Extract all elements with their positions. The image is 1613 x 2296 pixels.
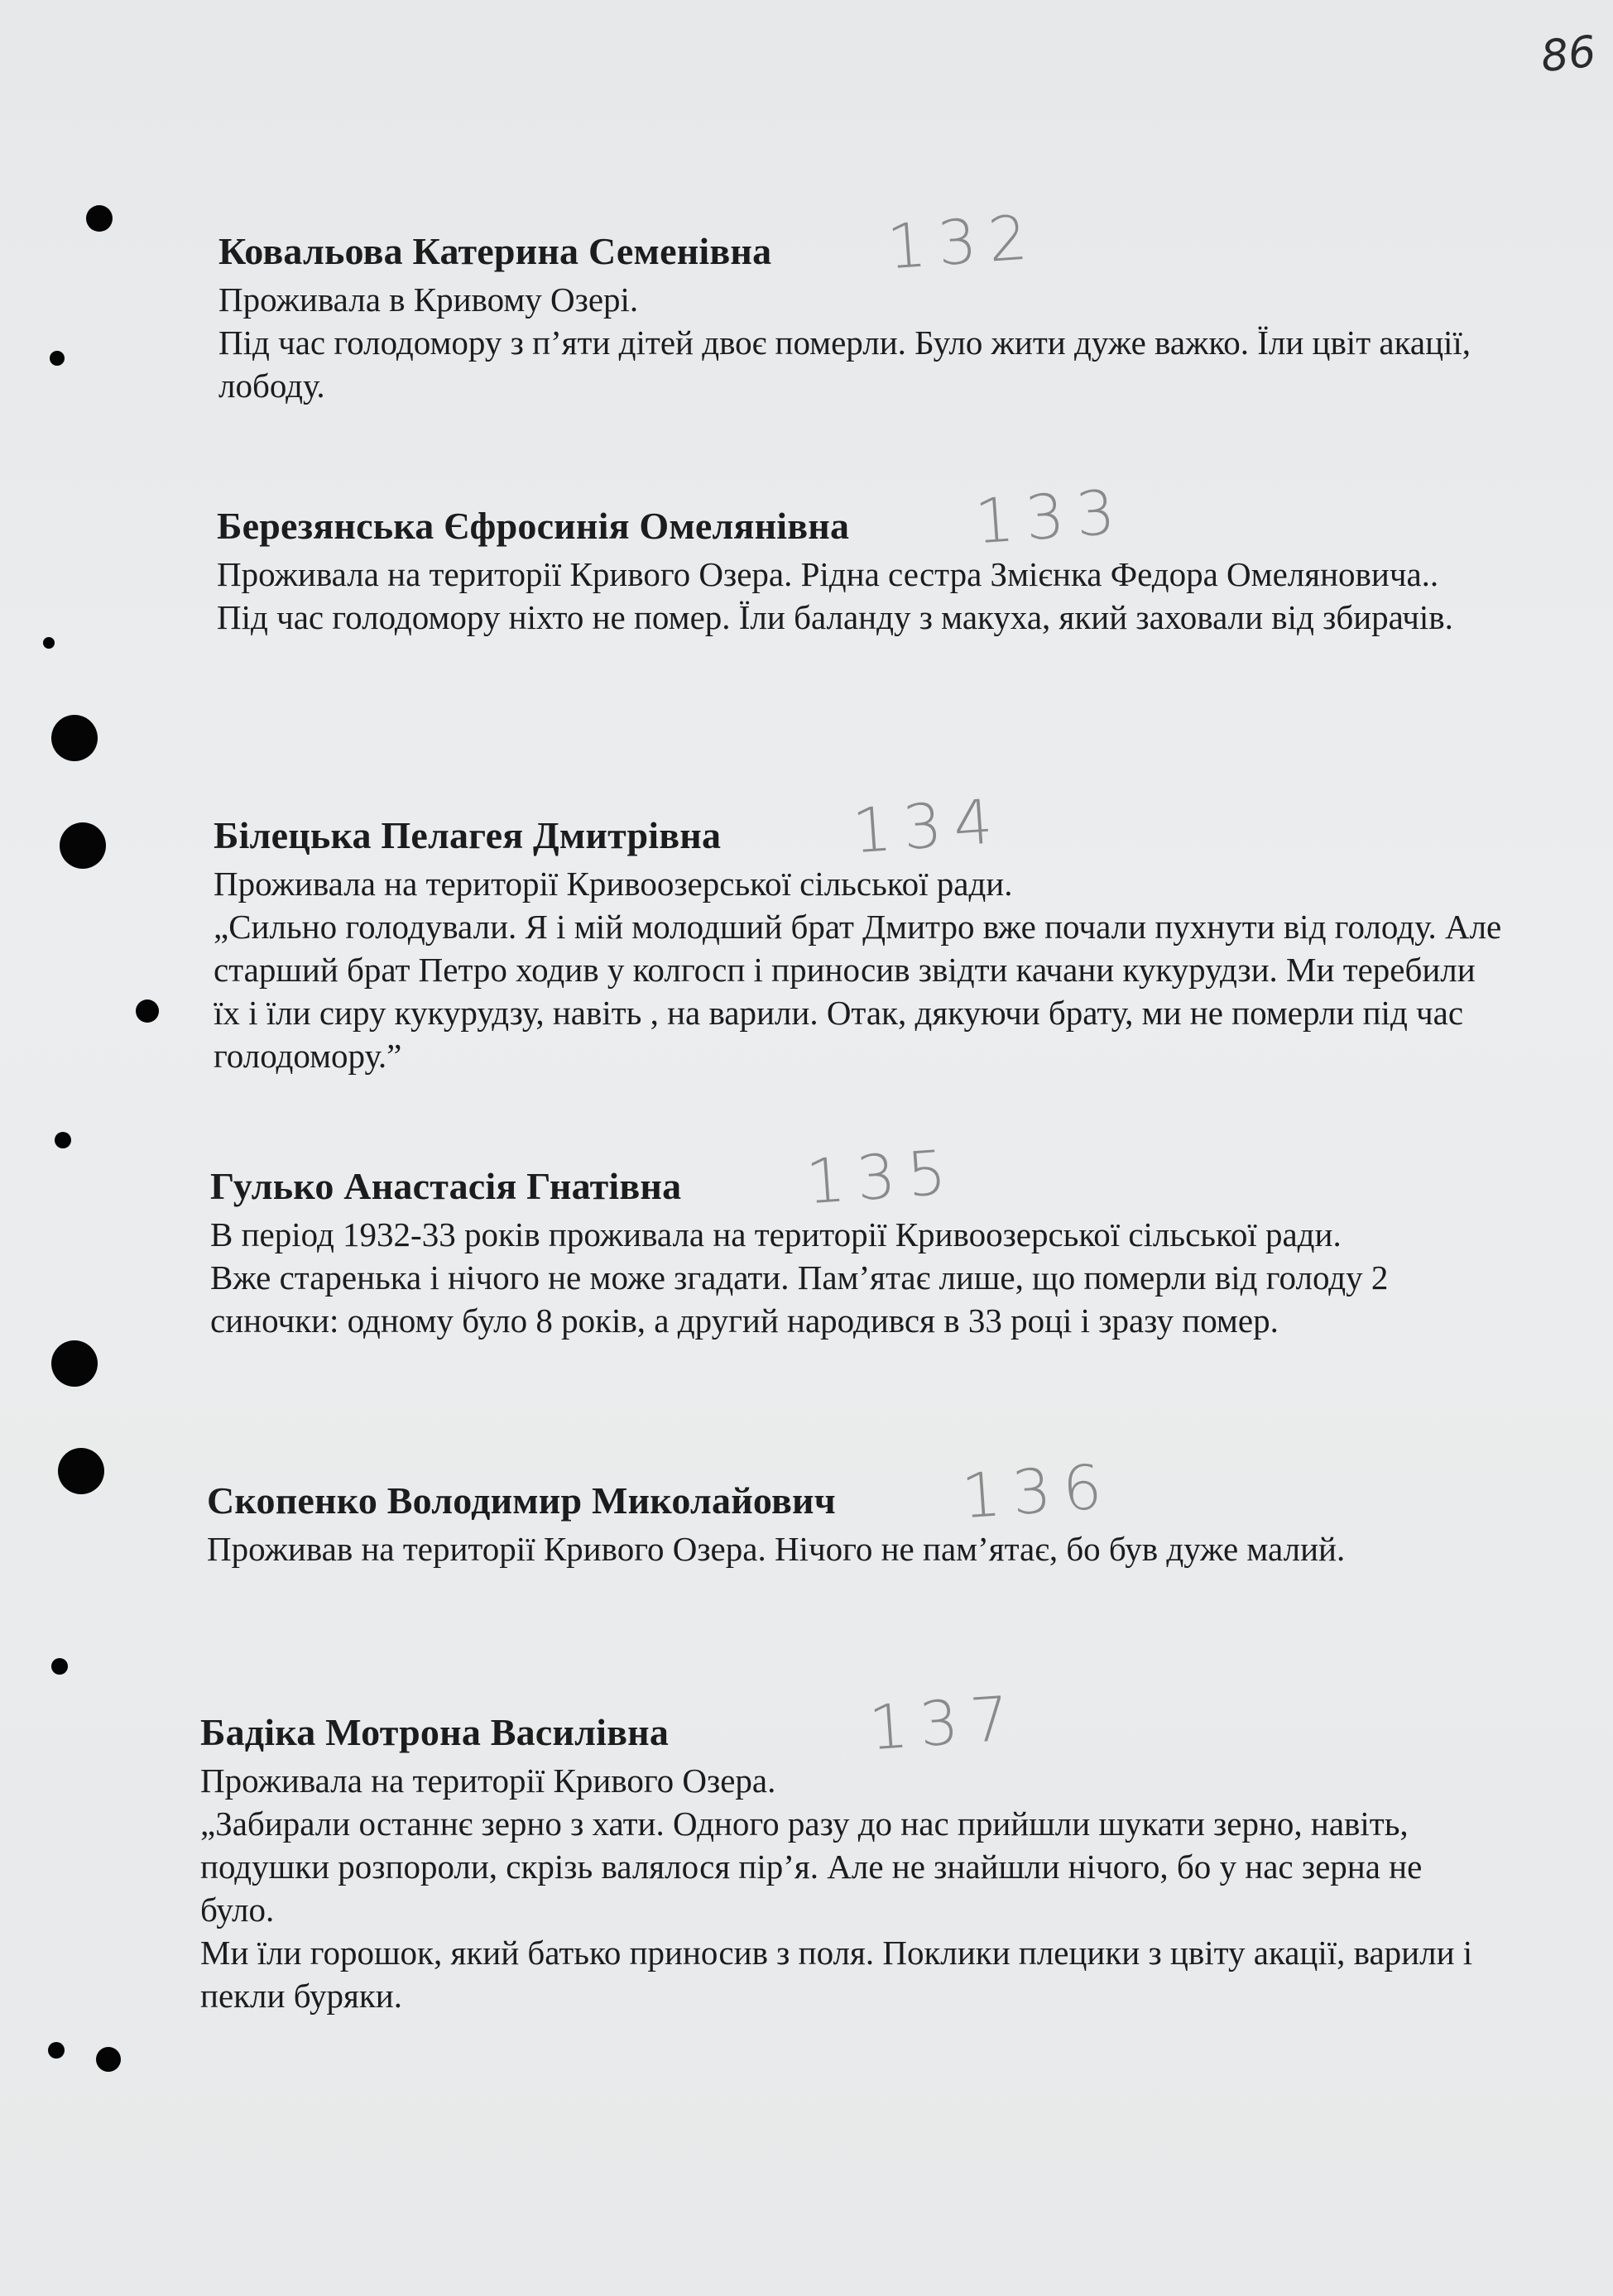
entry-paragraph: Проживала в Кривому Озері. — [218, 280, 639, 319]
entry-paragraph: Вже старенька і нічого не може згадати. Пам’ятає лише, що померли від голоду 2 синочки: одному було 8 років, а другий народився в 33 році і зразу помер. — [210, 1258, 1389, 1340]
entry-paragraph: Проживала на території Кривого Озера. — [200, 1762, 776, 1800]
testimony-entry — [218, 201, 1510, 407]
entry-paragraph: Ми їли горошок, який батько приносив з поля. Поклики плецики з цвіту акації, варили і пекли буряки. — [200, 1934, 1473, 2015]
testimony-entry — [207, 1450, 1498, 1570]
punch-hole — [51, 1340, 98, 1387]
punch-hole — [96, 2047, 121, 2072]
entry-header — [214, 785, 1505, 868]
entry-paragraph: „Забирали останнє зерно з хати. Одного разу до нас прийшли шукати зерно, навіть, подушки розпороли, скрізь валялося пір’я. Але не знайшли нічого, бо у нас зерна не було. — [200, 1805, 1423, 1929]
punch-hole — [55, 1132, 71, 1148]
punch-hole — [43, 637, 55, 649]
entry-paragraph: Проживала на території Кривого Озера. Рідна сестра Змієнка Федора Омеляновича.. — [217, 555, 1439, 593]
punch-hole — [48, 2042, 65, 2059]
punch-hole — [51, 1658, 68, 1675]
testimony-entry — [217, 476, 1508, 639]
handwritten-number: 132 — [885, 201, 1042, 284]
handwritten-number: 134 — [850, 785, 1007, 868]
entry-paragraph: В період 1932-33 років проживала на території Кривоозерської сільської ради. — [210, 1215, 1342, 1253]
entry-paragraph: „Сильно голодували. Я і мій молодший брат Дмитро вже почали пухнути від голоду. Але старший брат Петро ходив у колгосп і приносив звідти качани кукурудзи. Ми теребили їх і їли сиру кукурудзу, навіть , на варили. Отак, дякуючи брату, ми не померли під час голодомору.” — [214, 908, 1502, 1075]
testimony-entry — [210, 1136, 1501, 1342]
entry-body — [210, 1213, 1501, 1342]
person-name: Скопенко Володимир Миколайович — [207, 1479, 836, 1522]
entry-paragraph: Під час голодомору ніхто не помер. Їли баланду з макуха, який заховали від збирачів. — [217, 598, 1453, 636]
punch-hole — [136, 999, 159, 1023]
entry-body — [217, 553, 1508, 639]
person-name: Бадіка Мотрона Василівна — [200, 1711, 670, 1753]
entry-body — [218, 278, 1510, 407]
page-number: 86 — [1539, 26, 1599, 83]
entry-paragraph: Проживав на території Кривого Озера. Нічого не пам’ятає, бо був дуже малий. — [207, 1530, 1346, 1568]
entry-header — [210, 1136, 1501, 1219]
entry-header — [207, 1450, 1498, 1533]
punch-hole — [58, 1448, 104, 1494]
punch-hole — [50, 351, 65, 366]
entry-body — [207, 1527, 1498, 1570]
punch-hole — [51, 715, 98, 761]
testimony-entry — [200, 1682, 1491, 2017]
punch-hole — [86, 205, 113, 232]
person-name: Гулько Анастасія Гнатівна — [210, 1165, 682, 1207]
person-name: Березянська Єфросинія Омелянівна — [217, 505, 850, 547]
person-name: Білецька Пелагея Дмитрівна — [214, 814, 722, 856]
entry-paragraph: Проживала на території Кривоозерської сільської ради. — [214, 865, 1013, 903]
person-name: Ковальова Катерина Семенівна — [218, 230, 772, 272]
entry-body — [214, 862, 1505, 1077]
handwritten-number: 135 — [804, 1136, 961, 1219]
entry-header — [217, 476, 1508, 558]
entry-paragraph: Під час голодомору з п’яти дітей двоє померли. Було жити дуже важко. Їли цвіт акації, лободу. — [218, 324, 1471, 405]
entry-header — [200, 1682, 1491, 1765]
handwritten-number: 137 — [867, 1682, 1024, 1765]
entry-header — [218, 201, 1510, 284]
handwritten-number: 136 — [959, 1450, 1116, 1533]
punch-hole — [60, 822, 106, 869]
testimony-entry — [214, 785, 1505, 1077]
entry-body — [200, 1759, 1491, 2017]
handwritten-number: 133 — [972, 476, 1130, 558]
